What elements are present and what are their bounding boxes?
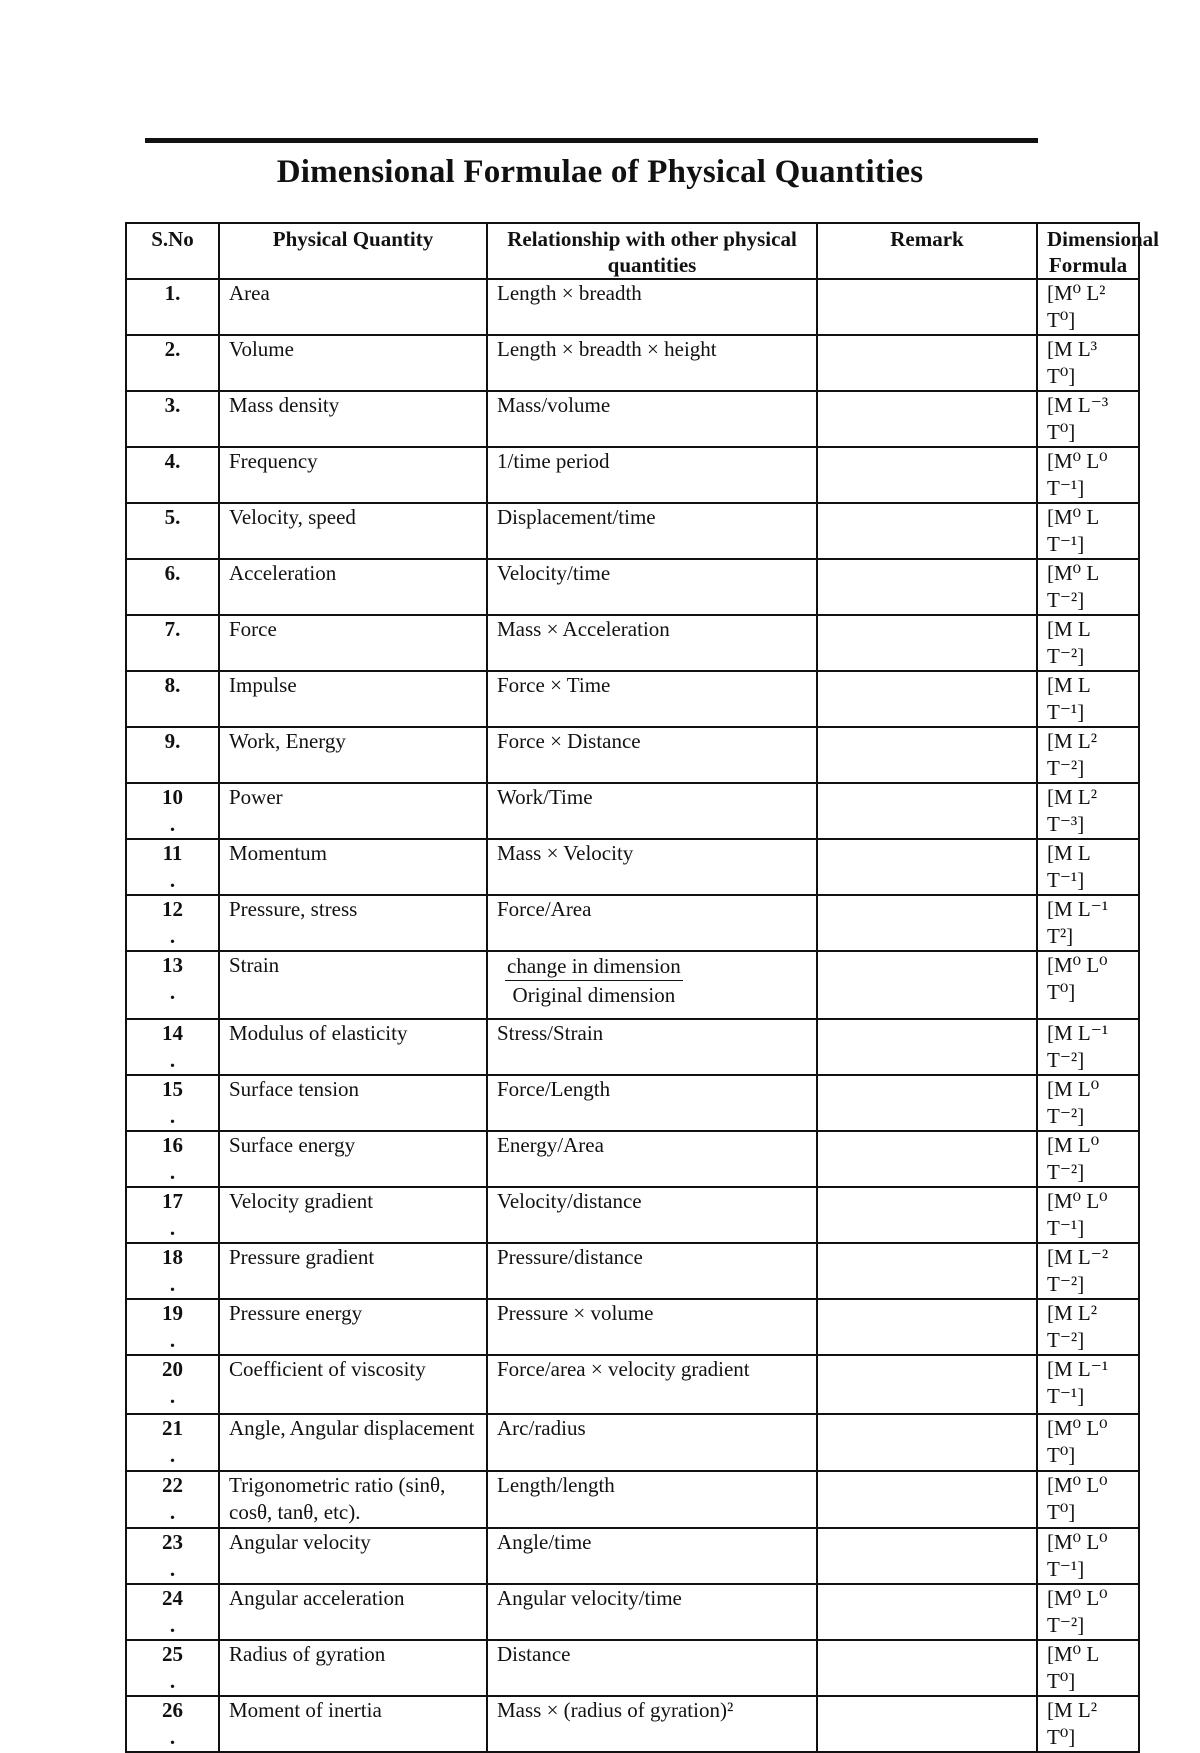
table-header-row	[126, 223, 1139, 279]
cell-physical-quantity: Surface tension	[219, 1075, 487, 1131]
sno-number: 22	[162, 1473, 183, 1497]
cell-physical-quantity: Work, Energy	[219, 727, 487, 783]
table-row	[126, 447, 1139, 503]
cell-relationship: Mass × (radius of gyration)²	[487, 1696, 817, 1752]
cell-physical-quantity: Frequency	[219, 447, 487, 503]
cell-dimensional-formula: [M⁰ L⁰ T⁻²]	[1037, 1584, 1139, 1640]
sno-dot: .	[169, 1669, 176, 1693]
table-row	[126, 895, 1139, 951]
cell-remark	[817, 1640, 1037, 1696]
sno-number: 17	[162, 1189, 183, 1213]
cell-remark	[817, 895, 1037, 951]
cell-physical-quantity: Pressure energy	[219, 1299, 487, 1355]
cell-sno	[126, 951, 219, 1019]
cell-dimensional-formula: [M⁰ L⁰ T⁰]	[1037, 1471, 1139, 1528]
page-title: Dimensional Formulae of Physical Quantities	[276, 154, 924, 190]
cell-remark	[817, 1355, 1037, 1414]
cell-physical-quantity: Power	[219, 783, 487, 839]
cell-sno: 8.	[126, 671, 219, 727]
cell-sno: 6.	[126, 559, 219, 615]
sno-dot: .	[169, 1272, 176, 1296]
cell-remark	[817, 951, 1037, 1019]
cell-dimensional-formula: [M⁰ L⁰ T⁰]	[1037, 1414, 1139, 1471]
cell-remark	[817, 1187, 1037, 1243]
cell-dimensional-formula: [M⁰ L T⁰]	[1037, 1640, 1139, 1696]
table-row	[126, 1075, 1139, 1131]
cell-physical-quantity: Acceleration	[219, 559, 487, 615]
table-row	[126, 1243, 1139, 1299]
cell-physical-quantity: Angular acceleration	[219, 1584, 487, 1640]
sno-number: 23	[162, 1530, 183, 1554]
sno-dot: .	[169, 924, 176, 948]
sno-dot: .	[169, 868, 176, 892]
cell-remark	[817, 1131, 1037, 1187]
cell-relationship: Stress/Strain	[487, 1019, 817, 1075]
sno-dot: .	[169, 1216, 176, 1240]
cell-physical-quantity: Momentum	[219, 839, 487, 895]
cell-relationship: Velocity/time	[487, 559, 817, 615]
cell-remark	[817, 1243, 1037, 1299]
sno-number: 16	[162, 1133, 183, 1157]
sno-number: 19	[162, 1301, 183, 1325]
cell-relationship: Energy/Area	[487, 1131, 817, 1187]
cell-relationship: Mass × Acceleration	[487, 615, 817, 671]
sno-number: 25	[162, 1642, 183, 1666]
cell-physical-quantity: Modulus of elasticity	[219, 1019, 487, 1075]
cell-relationship: Angle/time	[487, 1528, 817, 1584]
cell-relationship: Force/area × velocity gradient	[487, 1355, 817, 1414]
cell-remark	[817, 503, 1037, 559]
cell-dimensional-formula: [M L⁻³ T⁰]	[1037, 391, 1139, 447]
cell-sno: 5.	[126, 503, 219, 559]
cell-sno	[126, 1019, 219, 1075]
header-remark: Remark	[817, 223, 1037, 279]
cell-physical-quantity: Strain	[219, 951, 487, 1019]
cell-sno	[126, 1696, 219, 1752]
cell-sno	[126, 1243, 219, 1299]
cell-physical-quantity: Trigonometric ratio (sinθ, cosθ, tanθ, etc).	[219, 1471, 487, 1528]
cell-sno	[126, 1299, 219, 1355]
cell-relationship: Length/length	[487, 1471, 817, 1528]
cell-remark	[817, 615, 1037, 671]
sno-number: 13	[162, 953, 183, 977]
cell-remark	[817, 391, 1037, 447]
cell-sno	[126, 839, 219, 895]
cell-remark	[817, 1471, 1037, 1528]
table-row	[126, 391, 1139, 447]
sno-number: 18	[162, 1245, 183, 1269]
cell-relationship: Work/Time	[487, 783, 817, 839]
table-row	[126, 503, 1139, 559]
cell-remark	[817, 1299, 1037, 1355]
cell-relationship: Pressure × volume	[487, 1299, 817, 1355]
cell-remark	[817, 783, 1037, 839]
table-row	[126, 1640, 1139, 1696]
cell-relationship: Force × Time	[487, 671, 817, 727]
cell-dimensional-formula: [M L² T⁰]	[1037, 1696, 1139, 1752]
cell-dimensional-formula: [M⁰ L⁰ T⁻¹]	[1037, 1528, 1139, 1584]
cell-relationship: Force × Distance	[487, 727, 817, 783]
cell-sno	[126, 1584, 219, 1640]
cell-dimensional-formula: [M⁰ L T⁻²]	[1037, 559, 1139, 615]
cell-relationship: Arc/radius	[487, 1414, 817, 1471]
cell-relationship: Velocity/distance	[487, 1187, 817, 1243]
cell-sno	[126, 1414, 219, 1471]
table-row	[126, 727, 1139, 783]
table-row	[126, 1471, 1139, 1528]
table-row	[126, 615, 1139, 671]
header-relationship: Relationship with other physical quantities	[487, 223, 817, 279]
cell-dimensional-formula: [M L⁻² T⁻²]	[1037, 1243, 1139, 1299]
cell-relationship: Length × breadth	[487, 279, 817, 335]
cell-physical-quantity: Mass density	[219, 391, 487, 447]
cell-dimensional-formula: [M⁰ L⁰ T⁻¹]	[1037, 447, 1139, 503]
table-row	[126, 1019, 1139, 1075]
cell-physical-quantity: Pressure gradient	[219, 1243, 487, 1299]
sno-dot: .	[169, 1160, 176, 1184]
sno-number: 10	[162, 785, 183, 809]
table-row	[126, 783, 1139, 839]
table-row	[126, 1528, 1139, 1584]
cell-physical-quantity: Surface energy	[219, 1131, 487, 1187]
cell-dimensional-formula: [M L T⁻¹]	[1037, 671, 1139, 727]
cell-physical-quantity: Angle, Angular displacement	[219, 1414, 487, 1471]
table-row	[126, 1355, 1139, 1414]
table-row	[126, 1187, 1139, 1243]
cell-physical-quantity: Radius of gyration	[219, 1640, 487, 1696]
table-row	[126, 559, 1139, 615]
cell-sno	[126, 1528, 219, 1584]
table-body	[126, 279, 1139, 1752]
dimensional-formulae-table	[125, 222, 1160, 1753]
header-dimensional-formula: Dimensional Formula	[1037, 223, 1139, 279]
table-row	[126, 1414, 1139, 1471]
cell-relationship: Force/Area	[487, 895, 817, 951]
cell-sno	[126, 895, 219, 951]
sno-dot: .	[169, 1613, 176, 1637]
cell-remark	[817, 335, 1037, 391]
cell-relationship: 1/time period	[487, 447, 817, 503]
cell-sno	[126, 1640, 219, 1696]
cell-remark	[817, 1019, 1037, 1075]
cell-sno: 3.	[126, 391, 219, 447]
cell-dimensional-formula: [M L T⁻²]	[1037, 615, 1139, 671]
cell-dimensional-formula: [M⁰ L T⁻¹]	[1037, 503, 1139, 559]
sno-dot: .	[169, 1328, 176, 1352]
fraction-numerator: change in dimension	[505, 952, 683, 981]
sno-number: 12	[162, 897, 183, 921]
cell-physical-quantity: Force	[219, 615, 487, 671]
table-row	[126, 951, 1139, 1019]
cell-relationship: Displacement/time	[487, 503, 817, 559]
cell-dimensional-formula: [M L⁻¹ T²]	[1037, 895, 1139, 951]
cell-sno	[126, 1075, 219, 1131]
sno-dot: .	[169, 1384, 176, 1408]
header-sno: S.No	[126, 223, 219, 279]
cell-remark	[817, 1584, 1037, 1640]
cell-dimensional-formula: [M L² T⁻²]	[1037, 727, 1139, 783]
cell-dimensional-formula: [M L² T⁻²]	[1037, 1299, 1139, 1355]
cell-physical-quantity: Moment of inertia	[219, 1696, 487, 1752]
table-row	[126, 1584, 1139, 1640]
sno-number: 20	[162, 1357, 183, 1381]
cell-relationship: Angular velocity/time	[487, 1584, 817, 1640]
cell-relationship: Distance	[487, 1640, 817, 1696]
cell-sno	[126, 1471, 219, 1528]
cell-physical-quantity: Velocity, speed	[219, 503, 487, 559]
cell-sno: 9.	[126, 727, 219, 783]
sno-number: 24	[162, 1586, 183, 1610]
cell-sno	[126, 1131, 219, 1187]
cell-relationship: Force/Length	[487, 1075, 817, 1131]
cell-physical-quantity: Area	[219, 279, 487, 335]
cell-remark	[817, 839, 1037, 895]
cell-remark	[817, 1414, 1037, 1471]
cell-sno: 7.	[126, 615, 219, 671]
cell-sno	[126, 1355, 219, 1414]
table-row	[126, 1131, 1139, 1187]
cell-sno	[126, 783, 219, 839]
cell-dimensional-formula: [M L⁻¹ T⁻²]	[1037, 1019, 1139, 1075]
cell-relationship: Mass × Velocity	[487, 839, 817, 895]
cell-dimensional-formula: [M L⁰ T⁻²]	[1037, 1131, 1139, 1187]
cell-physical-quantity: Coefficient of viscosity	[219, 1355, 487, 1414]
table-row	[126, 335, 1139, 391]
table-row	[126, 839, 1139, 895]
sno-dot: .	[169, 1048, 176, 1072]
cell-relationship: Pressure/distance	[487, 1243, 817, 1299]
cell-dimensional-formula: [M L⁰ T⁻²]	[1037, 1075, 1139, 1131]
cell-physical-quantity: Volume	[219, 335, 487, 391]
title-rule	[145, 138, 1038, 143]
cell-dimensional-formula: [M L² T⁻³]	[1037, 783, 1139, 839]
cell-remark	[817, 447, 1037, 503]
sno-dot: .	[169, 1500, 176, 1524]
fraction	[497, 952, 683, 1009]
cell-dimensional-formula: [M⁰ L⁰ T⁰]	[1037, 951, 1139, 1019]
cell-sno: 1.	[126, 279, 219, 335]
cell-dimensional-formula: [M L T⁻¹]	[1037, 839, 1139, 895]
cell-remark	[817, 727, 1037, 783]
cell-relationship: Mass/volume	[487, 391, 817, 447]
cell-sno: 4.	[126, 447, 219, 503]
cell-remark	[817, 279, 1037, 335]
sno-dot: .	[169, 980, 176, 1004]
cell-relationship	[487, 951, 817, 1019]
cell-dimensional-formula: [M L⁻¹ T⁻¹]	[1037, 1355, 1139, 1414]
sno-number: 26	[162, 1698, 183, 1722]
sno-number: 21	[162, 1416, 183, 1440]
cell-remark	[817, 559, 1037, 615]
table-row	[126, 671, 1139, 727]
fraction-denominator: Original dimension	[512, 983, 676, 1007]
cell-sno: 2.	[126, 335, 219, 391]
sno-dot: .	[169, 1557, 176, 1581]
sno-dot: .	[169, 1725, 176, 1749]
cell-physical-quantity: Angular velocity	[219, 1528, 487, 1584]
sno-dot: .	[169, 812, 176, 836]
cell-remark	[817, 1528, 1037, 1584]
sno-number: 11	[162, 841, 183, 865]
sno-number: 15	[162, 1077, 183, 1101]
cell-physical-quantity: Velocity gradient	[219, 1187, 487, 1243]
sno-number: 14	[162, 1021, 183, 1045]
sno-dot: .	[169, 1104, 176, 1128]
table-row	[126, 279, 1139, 335]
header-physical-quantity: Physical Quantity	[219, 223, 487, 279]
cell-physical-quantity: Impulse	[219, 671, 487, 727]
sno-dot: .	[169, 1443, 176, 1467]
cell-physical-quantity: Pressure, stress	[219, 895, 487, 951]
cell-remark	[817, 1696, 1037, 1752]
table-row	[126, 1299, 1139, 1355]
cell-relationship: Length × breadth × height	[487, 335, 817, 391]
cell-remark	[817, 671, 1037, 727]
cell-sno	[126, 1187, 219, 1243]
table-row	[126, 1696, 1139, 1752]
cell-remark	[817, 1075, 1037, 1131]
cell-dimensional-formula: [M⁰ L⁰ T⁻¹]	[1037, 1187, 1139, 1243]
cell-dimensional-formula: [M L³ T⁰]	[1037, 335, 1139, 391]
cell-dimensional-formula: [M⁰ L² T⁰]	[1037, 279, 1139, 335]
